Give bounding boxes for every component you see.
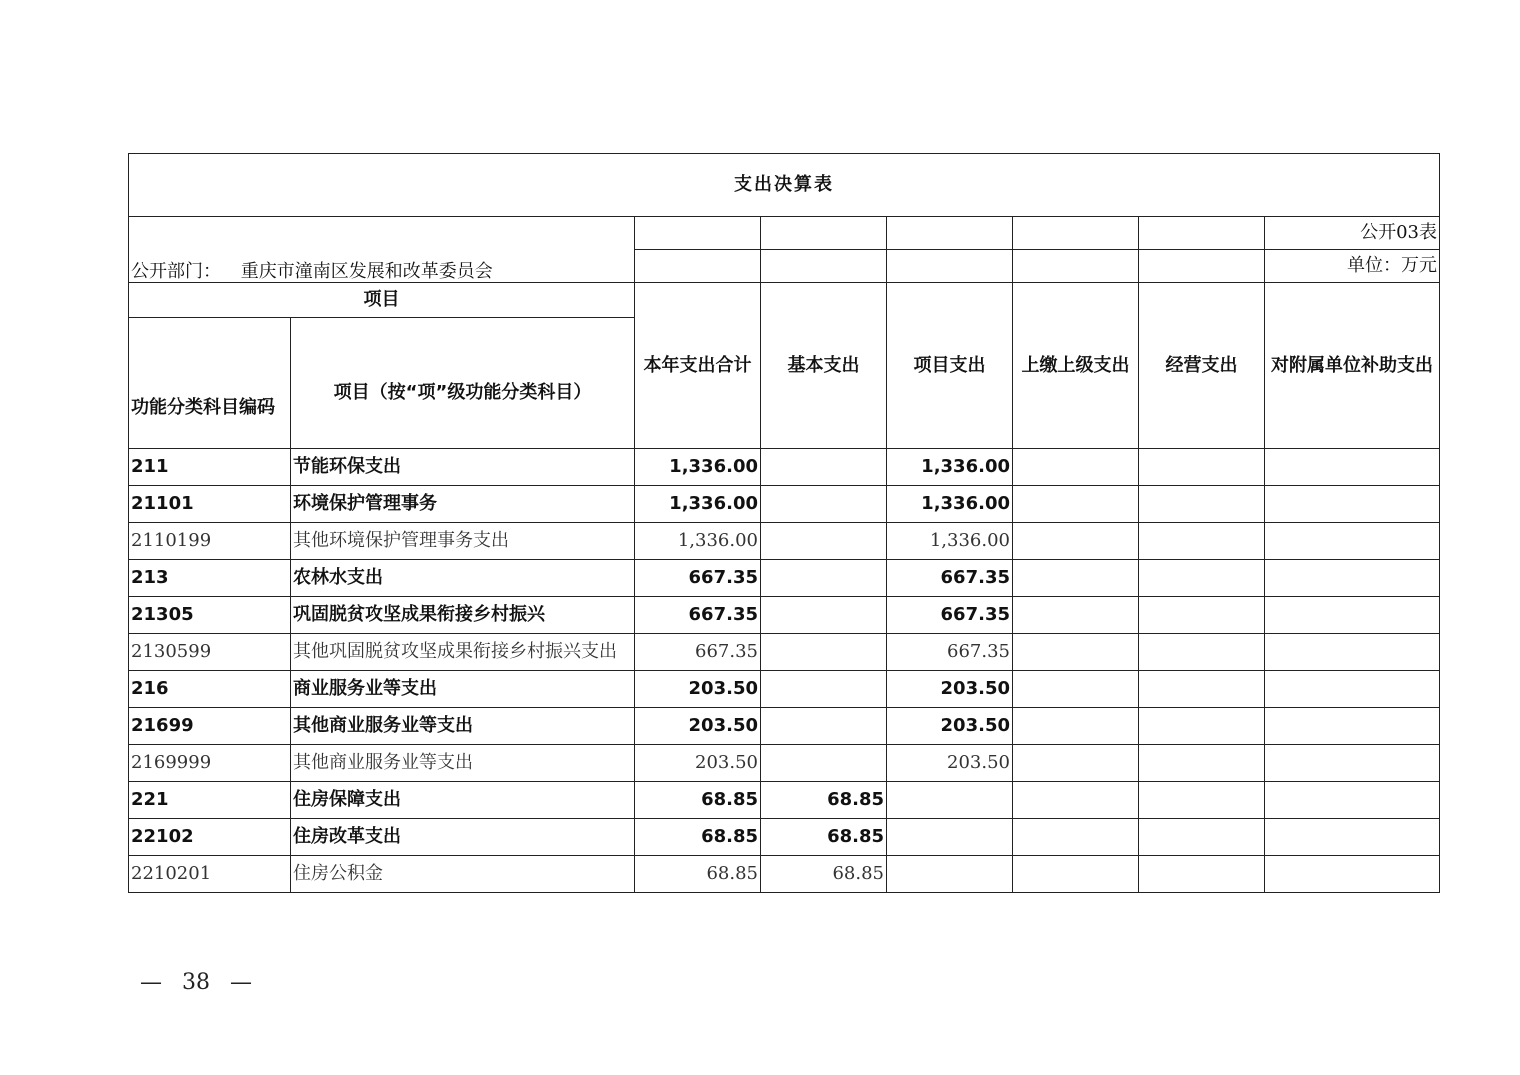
cell-code: 22102	[129, 819, 291, 856]
cell-project: 203.50	[887, 745, 1013, 782]
cell-subsidy	[1265, 856, 1440, 893]
cell-name: 巩固脱贫攻坚成果衔接乡村振兴	[291, 597, 635, 634]
cell-business	[1139, 671, 1265, 708]
cell-code: 2169999	[129, 745, 291, 782]
cell-upper	[1013, 819, 1139, 856]
cell-project: 203.50	[887, 708, 1013, 745]
cell-upper	[1013, 856, 1139, 893]
table-number: 公开03表	[1265, 217, 1440, 250]
cell-business	[1139, 486, 1265, 523]
cell-total: 68.85	[635, 819, 761, 856]
cell-project: 1,336.00	[887, 486, 1013, 523]
cell-basic	[761, 597, 887, 634]
cell-name: 住房改革支出	[291, 819, 635, 856]
cell-subsidy	[1265, 634, 1440, 671]
table-row	[129, 819, 1440, 856]
table-row	[129, 634, 1440, 671]
cell-basic	[761, 634, 887, 671]
cell-subsidy	[1265, 449, 1440, 486]
page-dash-right: —	[230, 970, 252, 995]
cell-subsidy	[1265, 745, 1440, 782]
header-project: 项目（按“项”级功能分类科目）	[291, 318, 635, 449]
table-row	[129, 745, 1440, 782]
cell-upper	[1013, 671, 1139, 708]
department-name: 重庆市潼南区发展和改革委员会	[240, 261, 493, 283]
cell-total: 203.50	[635, 671, 761, 708]
header-business: 经营支出	[1139, 283, 1265, 449]
page-dash-left: —	[140, 970, 162, 995]
table-row	[129, 523, 1440, 560]
cell-code: 21699	[129, 708, 291, 745]
cell-basic	[761, 449, 887, 486]
cell-basic	[761, 486, 887, 523]
cell-subsidy	[1265, 708, 1440, 745]
cell-basic: 68.85	[761, 782, 887, 819]
cell-code: 211	[129, 449, 291, 486]
table-title: 支出决算表	[129, 154, 1440, 217]
cell-name: 其他商业服务业等支出	[291, 708, 635, 745]
cell-name: 节能环保支出	[291, 449, 635, 486]
cell-upper	[1013, 597, 1139, 634]
cell-name: 住房公积金	[291, 856, 635, 893]
cell-project	[887, 819, 1013, 856]
cell-total: 667.35	[635, 560, 761, 597]
cell-code: 21101	[129, 486, 291, 523]
cell-upper	[1013, 708, 1139, 745]
department-label: 公开部门：	[131, 261, 221, 283]
header-basic: 基本支出	[761, 283, 887, 449]
table-row	[129, 856, 1440, 893]
cell-name: 住房保障支出	[291, 782, 635, 819]
cell-project: 667.35	[887, 597, 1013, 634]
cell-business	[1139, 523, 1265, 560]
cell-business	[1139, 856, 1265, 893]
cell-total: 68.85	[635, 856, 761, 893]
cell-code: 2110199	[129, 523, 291, 560]
header-code: 功能分类科目编码	[129, 318, 291, 449]
header-subsidy: 对附属单位补助支出	[1265, 283, 1440, 449]
table-row	[129, 708, 1440, 745]
table-body	[129, 449, 1440, 893]
cell-upper	[1013, 634, 1139, 671]
cell-basic	[761, 745, 887, 782]
cell-business	[1139, 634, 1265, 671]
cell-subsidy	[1265, 486, 1440, 523]
cell-total: 203.50	[635, 708, 761, 745]
expenditure-table	[128, 153, 1440, 893]
cell-basic	[761, 708, 887, 745]
cell-total: 667.35	[635, 597, 761, 634]
cell-upper	[1013, 560, 1139, 597]
cell-basic	[761, 560, 887, 597]
cell-code: 21305	[129, 597, 291, 634]
cell-subsidy	[1265, 523, 1440, 560]
cell-code: 221	[129, 782, 291, 819]
cell-subsidy	[1265, 560, 1440, 597]
cell-project: 1,336.00	[887, 449, 1013, 486]
cell-total: 1,336.00	[635, 486, 761, 523]
cell-total: 68.85	[635, 782, 761, 819]
header-project-group: 项目	[129, 283, 635, 318]
cell-business	[1139, 560, 1265, 597]
cell-project: 203.50	[887, 671, 1013, 708]
cell-code: 2130599	[129, 634, 291, 671]
cell-code: 2210201	[129, 856, 291, 893]
page-number-value: 38	[182, 970, 210, 995]
cell-project: 1,336.00	[887, 523, 1013, 560]
cell-name: 环境保护管理事务	[291, 486, 635, 523]
table-row	[129, 449, 1440, 486]
cell-name: 其他商业服务业等支出	[291, 745, 635, 782]
cell-total: 1,336.00	[635, 449, 761, 486]
cell-total: 203.50	[635, 745, 761, 782]
cell-project: 667.35	[887, 634, 1013, 671]
header-project-expenditure: 项目支出	[887, 283, 1013, 449]
cell-business	[1139, 597, 1265, 634]
header-total: 本年支出合计	[635, 283, 761, 449]
cell-upper	[1013, 523, 1139, 560]
cell-name: 其他巩固脱贫攻坚成果衔接乡村振兴支出	[291, 634, 635, 671]
department-cell	[129, 217, 635, 283]
cell-business	[1139, 782, 1265, 819]
cell-code: 213	[129, 560, 291, 597]
cell-business	[1139, 745, 1265, 782]
header-upper-payment: 上缴上级支出	[1013, 283, 1139, 449]
cell-total: 667.35	[635, 634, 761, 671]
table-row	[129, 597, 1440, 634]
cell-subsidy	[1265, 597, 1440, 634]
cell-business	[1139, 449, 1265, 486]
cell-basic: 68.85	[761, 856, 887, 893]
cell-business	[1139, 819, 1265, 856]
cell-name: 其他环境保护管理事务支出	[291, 523, 635, 560]
cell-name: 商业服务业等支出	[291, 671, 635, 708]
cell-subsidy	[1265, 782, 1440, 819]
cell-basic	[761, 671, 887, 708]
table-row	[129, 486, 1440, 523]
table-row	[129, 560, 1440, 597]
page-number	[130, 970, 262, 995]
cell-upper	[1013, 449, 1139, 486]
cell-subsidy	[1265, 819, 1440, 856]
cell-project: 667.35	[887, 560, 1013, 597]
cell-project	[887, 856, 1013, 893]
cell-total: 1,336.00	[635, 523, 761, 560]
cell-upper	[1013, 745, 1139, 782]
cell-upper	[1013, 782, 1139, 819]
cell-basic	[761, 523, 887, 560]
unit-label: 单位：万元	[1265, 250, 1440, 283]
cell-basic: 68.85	[761, 819, 887, 856]
cell-name: 农林水支出	[291, 560, 635, 597]
table-row	[129, 671, 1440, 708]
cell-business	[1139, 708, 1265, 745]
cell-code: 216	[129, 671, 291, 708]
table-row	[129, 782, 1440, 819]
cell-project	[887, 782, 1013, 819]
cell-upper	[1013, 486, 1139, 523]
cell-subsidy	[1265, 671, 1440, 708]
